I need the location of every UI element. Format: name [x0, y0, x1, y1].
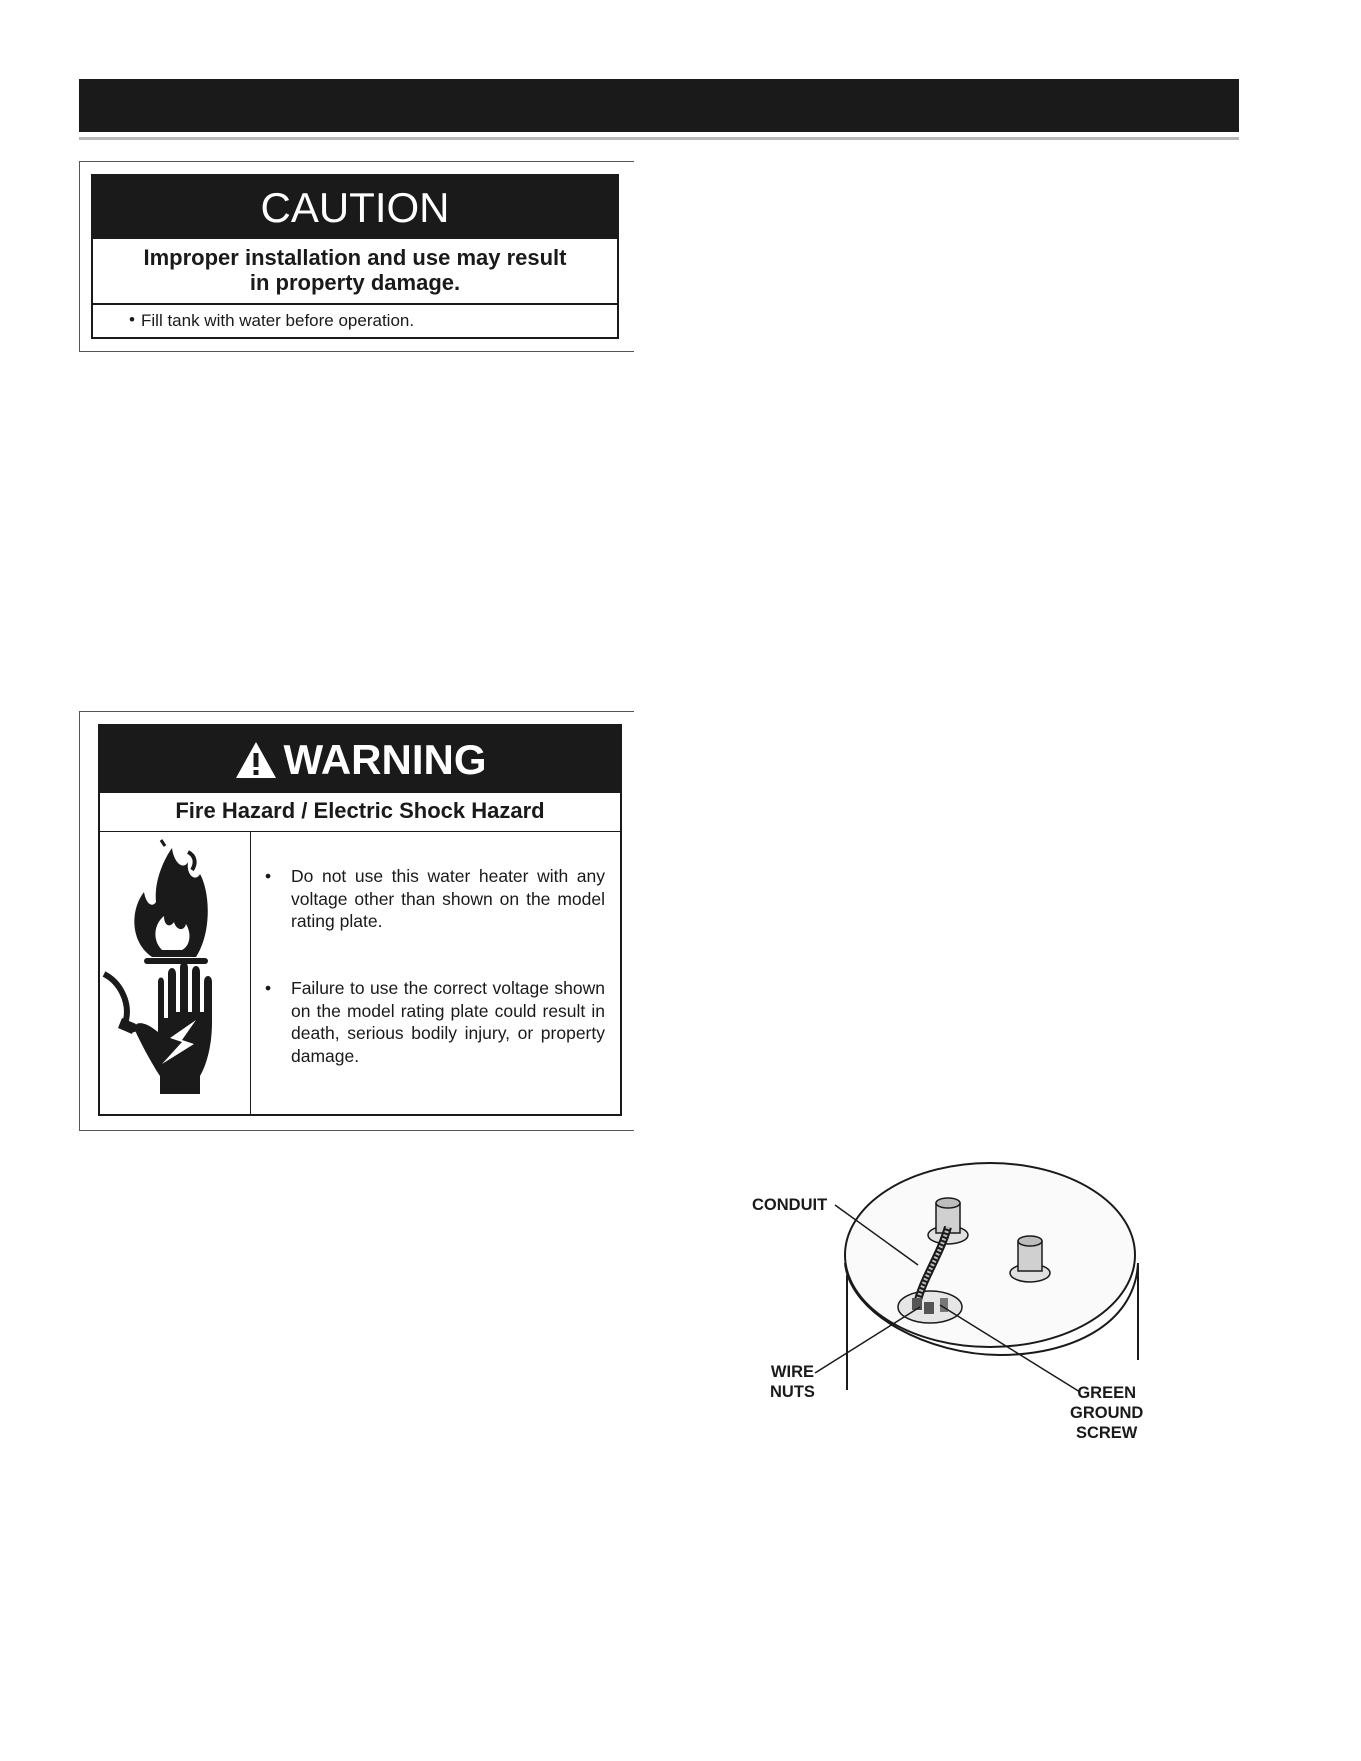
warning-text-column — [251, 832, 620, 1115]
green-ground-screw-label — [1070, 1383, 1143, 1443]
warning-title-bar — [100, 726, 620, 793]
wire-nuts-label-line-2: NUTS — [770, 1383, 815, 1401]
caution-label — [91, 174, 619, 339]
section-header-bar — [79, 79, 1239, 132]
conduit-label: CONDUIT — [752, 1196, 828, 1214]
ground-label-line-2: GROUND — [1070, 1404, 1144, 1422]
warning-bullet-2-text: Failure to use the correct voltage shown on the model rating plate could result in death, serious bodily injury, or property damage. — [291, 978, 605, 1066]
bullet-glyph: • — [265, 978, 272, 998]
caution-bullet-text: Fill tank with water before operation. — [141, 311, 415, 330]
electric-shock-hand-icon — [104, 962, 212, 1094]
warning-triangle-icon — [234, 740, 278, 780]
ground-label-line-1: GREEN — [1077, 1384, 1137, 1402]
warning-bullet-1-text: Do not use this water heater with any voltage other than shown on the model rating plate. — [291, 866, 605, 931]
ground-label-line-3: SCREW — [1075, 1424, 1138, 1442]
water-heater-top-diagram — [740, 1155, 1170, 1455]
caution-subtitle-line-1: Improper installation and use may result — [143, 245, 567, 270]
caution-subtitle-line-2: in property damage. — [249, 270, 461, 295]
caution-subtitle — [93, 239, 617, 305]
fire-icon — [134, 840, 208, 964]
warning-label — [98, 724, 622, 1116]
warning-subtitle: Fire Hazard / Electric Shock Hazard — [100, 793, 620, 832]
wire-nuts-label-line-1: WIRE — [770, 1363, 814, 1381]
warning-title: WARNING — [283, 736, 487, 783]
hazard-icons — [100, 832, 250, 1115]
caution-bullet — [93, 305, 617, 331]
warning-body — [100, 832, 620, 1115]
header-rule — [79, 137, 1239, 140]
bullet-glyph: • — [129, 310, 135, 329]
wire-nuts-label — [770, 1362, 815, 1402]
bullet-glyph: • — [265, 866, 272, 886]
warning-bullet-2 — [265, 977, 605, 1067]
caution-title: CAUTION — [93, 176, 617, 239]
warning-bullet-1 — [265, 865, 605, 933]
warning-icon-column — [100, 832, 251, 1115]
